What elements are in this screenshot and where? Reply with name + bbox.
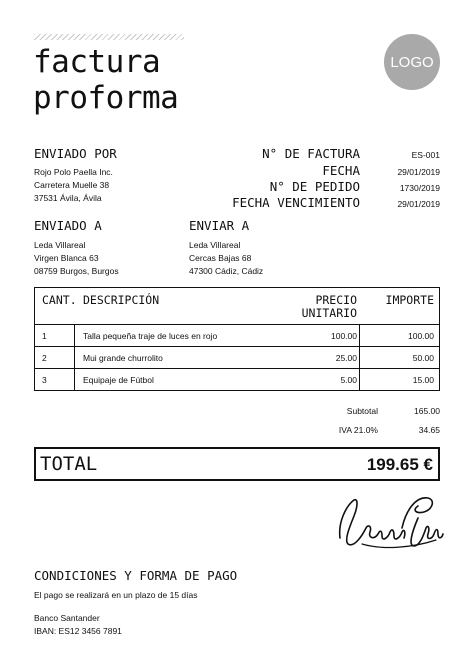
tax-value: 34.65 [418, 425, 440, 435]
signature [332, 488, 444, 556]
bank-name: Banco Santander [34, 613, 100, 623]
sender-line: Rojo Polo Paella Inc. [34, 167, 113, 177]
tax-label: IVA 21.0% [338, 425, 378, 435]
header-unit-price-line-2: UNITARIO [301, 306, 357, 320]
items-table [34, 287, 440, 391]
billed-to-heading: ENVIADO A [34, 218, 102, 233]
bank-iban: IBAN: ES12 3456 7891 [34, 626, 122, 636]
header-amount: IMPORTE [385, 293, 434, 307]
row-qty: 1 [42, 331, 47, 341]
billed-to-line: Virgen Blanca 63 [34, 253, 99, 263]
invoice-date-label: FECHA [322, 163, 360, 178]
row-amount: 50.00 [412, 353, 434, 363]
company-logo: LOGO [384, 34, 440, 90]
row-description: Talla pequeña traje de luces en rojo [83, 331, 218, 341]
order-number-label: N° DE PEDIDO [269, 179, 360, 194]
title-line-1: factura [33, 44, 161, 80]
title-line-2: proforma [33, 80, 179, 116]
row-qty: 2 [42, 353, 47, 363]
subtotal-value: 165.00 [414, 406, 440, 416]
row-amount: 100.00 [408, 331, 434, 341]
order-number-value: 1730/2019 [399, 183, 440, 193]
payment-terms: El pago se realizará en un plazo de 15 días [34, 590, 198, 600]
sender-address [34, 166, 113, 205]
table-row [35, 347, 439, 369]
header-decoration [34, 34, 184, 40]
header-unit-price-line-1: PRECIO [315, 293, 357, 307]
invoice-date-value: 29/01/2019 [397, 167, 440, 177]
row-unit-price: 25.00 [335, 353, 357, 363]
ship-to-heading: ENVIAR A [189, 218, 250, 233]
items-table-header [35, 288, 439, 325]
total-value: 199.65 € [366, 455, 433, 474]
document-title [33, 44, 178, 116]
subtotal-label: Subtotal [346, 406, 378, 416]
header-unit-price [302, 294, 357, 320]
billed-to-line: Leda Villareal [34, 240, 86, 250]
bank-details [34, 612, 122, 638]
row-description: Mui grande churrolito [83, 353, 163, 363]
ship-to-line: 47300 Cádiz, Cádiz [189, 266, 264, 276]
due-date-label: FECHA VENCIMIENTO [232, 195, 360, 210]
row-description: Equipaje de Fútbol [83, 375, 154, 385]
table-row [35, 369, 439, 390]
billed-to-line: 08759 Burgos, Burgos [34, 266, 119, 276]
row-qty: 3 [42, 375, 47, 385]
row-amount: 15.00 [412, 375, 434, 385]
due-date-value: 29/01/2019 [397, 199, 440, 209]
total-box [34, 447, 440, 481]
header-description: DESCRIPCIÓN [83, 293, 160, 307]
header-qty: CANT. [42, 293, 77, 307]
invoice-number-value: ES-001 [411, 150, 440, 160]
billed-to-address [34, 239, 119, 278]
payment-heading: CONDICIONES Y FORMA DE PAGO [34, 568, 238, 583]
ship-to-line: Leda Villareal [189, 240, 241, 250]
sender-line: 37531 Ávila, Ávila [34, 193, 102, 203]
table-row [35, 325, 439, 347]
sender-line: Carretera Muelle 38 [34, 180, 110, 190]
total-label: TOTAL [40, 453, 98, 475]
ship-to-address [189, 239, 263, 278]
invoice-number-label: N° DE FACTURA [262, 146, 360, 161]
row-unit-price: 100.00 [331, 331, 357, 341]
sender-heading: ENVIADO POR [34, 146, 117, 161]
row-unit-price: 5.00 [340, 375, 357, 385]
ship-to-line: Cercas Bajas 68 [189, 253, 252, 263]
